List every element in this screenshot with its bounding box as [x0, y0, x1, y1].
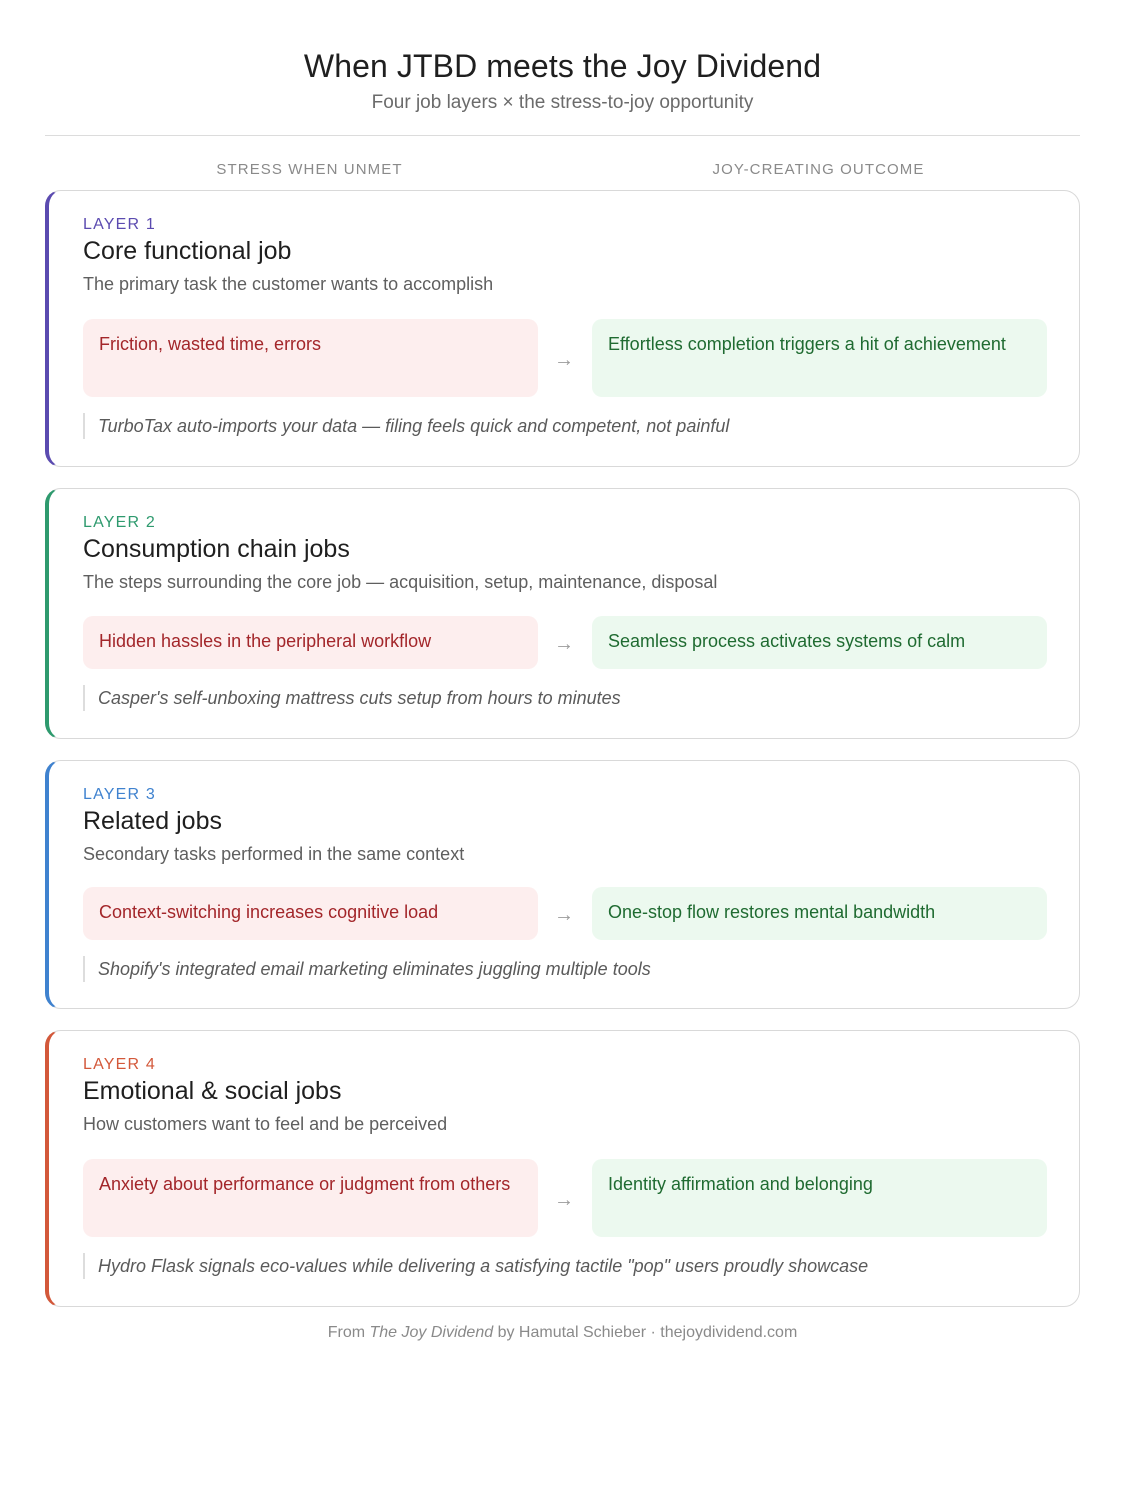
layer-description: The primary task the customer wants to accomplish — [83, 274, 494, 294]
footer-book-title: The Joy Dividend — [369, 1324, 494, 1341]
arrow-icon: → — [554, 349, 574, 371]
column-header-joy: JOY-CREATING OUTCOME — [712, 161, 925, 178]
layer-tag: LAYER 2 — [83, 514, 157, 531]
arrow-icon: → — [554, 633, 574, 655]
page-title: When JTBD meets the Joy Dividend — [303, 48, 822, 84]
stress-box: Friction, wasted time, errors — [83, 319, 538, 397]
layer-description: How customers want to feel and be perceived — [83, 1114, 448, 1134]
layer-card-1 — [45, 190, 1080, 467]
layer-accent-bar — [45, 760, 63, 1009]
layer-tag: LAYER 4 — [83, 1056, 157, 1073]
layer-description: Secondary tasks performed in the same context — [83, 844, 465, 864]
joy-box: Identity affirmation and belonging — [592, 1159, 1047, 1237]
example-quote: Shopify's integrated email marketing eliminates juggling multiple tools — [83, 956, 651, 982]
footer-credit — [45, 1324, 1080, 1342]
stress-box: Hidden hassles in the peripheral workflow — [83, 616, 538, 669]
layer-description: The steps surrounding the core job — acquisition, setup, maintenance, disposal — [83, 572, 718, 592]
stress-box: Context-switching increases cognitive load — [83, 887, 538, 940]
example-quote: TurboTax auto-imports your data — filing feels quick and competent, not painful — [83, 413, 729, 439]
footer-prefix: From — [327, 1324, 370, 1341]
header-divider — [45, 135, 1080, 136]
layer-tag: LAYER 1 — [83, 216, 157, 233]
layer-card-3 — [45, 760, 1080, 1009]
joy-box: One-stop flow restores mental bandwidth — [592, 887, 1047, 940]
joy-box: Effortless completion triggers a hit of achievement — [592, 319, 1047, 397]
example-quote: Casper's self-unboxing mattress cuts setup from hours to minutes — [83, 685, 621, 711]
layer-title: Consumption chain jobs — [83, 535, 350, 563]
layer-title: Related jobs — [83, 807, 222, 835]
arrow-icon: → — [554, 904, 574, 926]
layer-card-4 — [45, 1030, 1080, 1307]
layer-accent-bar — [45, 190, 63, 467]
stress-box: Anxiety about performance or judgment from others — [83, 1159, 538, 1237]
footer-suffix: by Hamutal Schieber · thejoydividend.com — [493, 1324, 798, 1341]
layer-title: Core functional job — [83, 237, 292, 265]
layer-tag: LAYER 3 — [83, 786, 157, 803]
layer-accent-bar — [45, 1030, 63, 1307]
column-header-stress: STRESS WHEN UNMET — [216, 161, 403, 178]
layer-card-2 — [45, 488, 1080, 739]
example-quote: Hydro Flask signals eco-values while delivering a satisfying tactile "pop" users proudly showcase — [83, 1253, 868, 1279]
joy-box: Seamless process activates systems of calm — [592, 616, 1047, 669]
page-subtitle: Four job layers × the stress-to-joy opportunity — [371, 92, 754, 113]
arrow-icon: → — [554, 1189, 574, 1211]
layer-title: Emotional & social jobs — [83, 1077, 342, 1105]
layer-accent-bar — [45, 488, 63, 739]
